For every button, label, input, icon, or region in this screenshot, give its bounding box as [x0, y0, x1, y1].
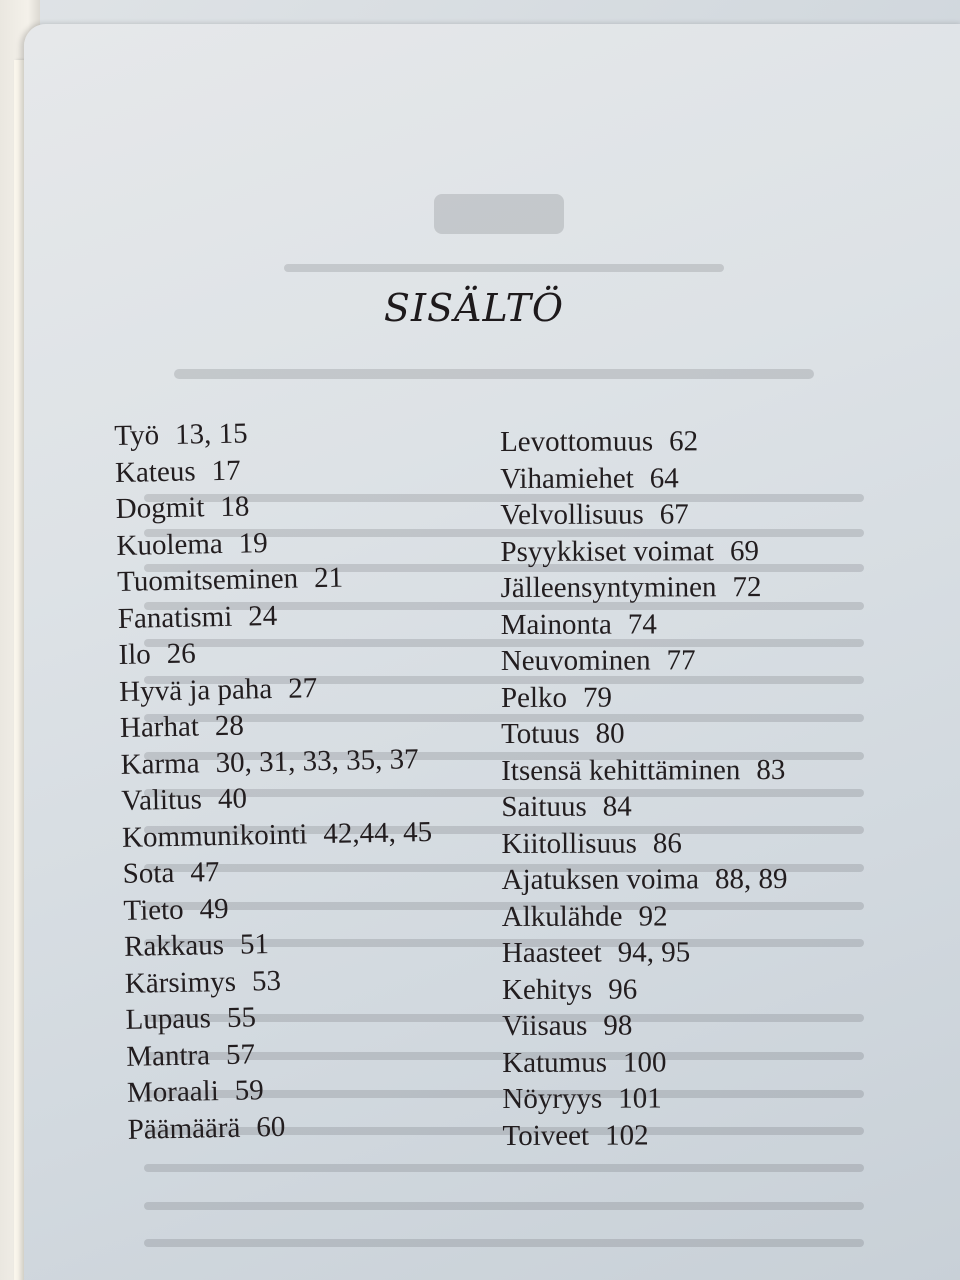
- toc-entry: [126, 1032, 437, 1074]
- book-page: [24, 24, 960, 1280]
- toc-entry-topic: Hyvä ja paha: [118, 672, 273, 708]
- toc-entry-topic: Vihamiehet: [500, 462, 634, 495]
- toc-entry-pages: 30, 31, 33, 35, 37: [215, 742, 419, 779]
- toc-entry-pages: 98: [603, 1009, 633, 1042]
- toc-entry: [125, 959, 436, 1001]
- toc-entry-pages: 83: [756, 753, 786, 786]
- toc-entry-pages: 96: [608, 973, 638, 1006]
- toc-entry-topic: Viisaus: [502, 1009, 588, 1042]
- toc-entry: [501, 715, 787, 752]
- toc-entry-pages: 80: [595, 717, 625, 750]
- toc-entry-topic: Kommunikointi: [121, 817, 308, 854]
- toc-entry-topic: Velvollisuus: [500, 498, 644, 531]
- toc-entry-pages: 13, 15: [174, 417, 248, 451]
- toc-entry-topic: Päämäärä: [127, 1111, 241, 1146]
- toc-entry-pages: 77: [666, 644, 696, 677]
- toc-entry-pages: 67: [659, 498, 689, 531]
- toc-entry: [501, 788, 787, 825]
- toc-entry-pages: 53: [251, 964, 282, 997]
- toc-entry-pages: 88, 89: [714, 862, 788, 896]
- toc-entry-topic: Nöyryys: [502, 1082, 603, 1115]
- toc-entry-pages: 19: [238, 526, 269, 560]
- toc-entry: [502, 1007, 788, 1044]
- toc-entry-pages: 59: [234, 1074, 265, 1107]
- toc-entry: [502, 861, 788, 898]
- toc-entry-pages: 24: [247, 599, 278, 632]
- toc-entry-pages: 28: [214, 709, 245, 743]
- toc-entry: [127, 1105, 438, 1147]
- toc-entry-topic: Saituus: [501, 790, 587, 823]
- toc-entry: [123, 886, 434, 928]
- toc-entry-topic: Neuvominen: [500, 644, 651, 677]
- page-title: SISÄLTÖ: [383, 286, 565, 330]
- toc-entry-topic: Moraali: [126, 1075, 220, 1109]
- toc-entry-topic: Katumus: [502, 1046, 608, 1079]
- toc-entry-pages: 84: [602, 790, 632, 823]
- toc-entry-pages: 40: [217, 782, 248, 816]
- toc-entry-topic: Psyykkiset voimat: [500, 534, 714, 568]
- toc-entry-topic: Mainonta: [500, 608, 612, 641]
- toc-entry-topic: Dogmit: [115, 491, 205, 525]
- toc-entry-topic: Levottomuus: [500, 425, 654, 458]
- toc-entry-topic: Karma: [120, 746, 200, 781]
- toc-entry-topic: Haasteet: [501, 936, 602, 969]
- toc-entry: [501, 569, 787, 606]
- toc-entry-pages: 60: [256, 1110, 286, 1143]
- toc-entry-topic: Totuus: [501, 717, 580, 750]
- toc-entry: [119, 668, 430, 710]
- toc-entry: [500, 533, 786, 570]
- toc-entry: [501, 606, 787, 643]
- toc-entry-pages: 21: [313, 561, 344, 595]
- toc-entry-topic: Fanatismi: [117, 600, 233, 635]
- toc-entry: [502, 897, 788, 934]
- toc-entry: [115, 485, 426, 527]
- toc-entry-pages: 100: [622, 1045, 667, 1079]
- toc-entry: [500, 496, 786, 533]
- toc-entry-pages: 92: [638, 899, 668, 933]
- toc-entry: [502, 1116, 788, 1153]
- toc-entry: [116, 522, 427, 564]
- toc-entry-pages: 72: [732, 571, 762, 604]
- toc-entry-pages: 102: [604, 1118, 649, 1152]
- page-edge: [14, 60, 24, 1280]
- toc-entry: [118, 631, 429, 673]
- toc-entry-pages: 101: [618, 1082, 662, 1115]
- toc-entry-topic: Rakkaus: [123, 928, 225, 963]
- toc-entry: [120, 740, 431, 782]
- toc-entry: [502, 970, 788, 1007]
- toc-entry-topic: Tuomitseminen: [116, 562, 299, 598]
- toc-entry-pages: 79: [582, 681, 613, 714]
- toc-entry-pages: 55: [226, 1001, 257, 1034]
- toc-entry: [501, 642, 787, 679]
- toc-entry-topic: Toiveet: [502, 1119, 590, 1152]
- toc-entry-topic: Jälleensyntyminen: [500, 571, 717, 604]
- toc-entry: [122, 813, 433, 855]
- toc-entry-topic: Kärsimys: [124, 965, 237, 1000]
- toc-entry: [125, 996, 436, 1038]
- toc-left-column: [114, 412, 438, 1148]
- toc-entry-topic: Pelko: [500, 681, 568, 714]
- toc-entry: [502, 934, 788, 971]
- toc-entry-pages: 64: [649, 461, 679, 494]
- toc-right-column: [500, 423, 788, 1154]
- toc-entry: [501, 752, 787, 789]
- toc-entry-topic: Ajatuksen voima: [501, 863, 699, 896]
- toc-entry-pages: 86: [652, 826, 682, 859]
- toc-entry-topic: Kiitollisuus: [501, 827, 637, 860]
- toc-entry-pages: 18: [220, 490, 250, 523]
- toc-entry-pages: 74: [627, 607, 657, 641]
- toc-entry: [124, 923, 435, 965]
- toc-entry-pages: 49: [199, 892, 229, 925]
- toc-entry-pages: 69: [729, 534, 759, 567]
- toc-entry-topic: Työ: [114, 419, 160, 452]
- toc-entry: [122, 850, 433, 892]
- toc-entry: [501, 679, 787, 716]
- toc-entry-topic: Kateus: [114, 454, 196, 489]
- toc-entry-topic: Sota: [122, 856, 175, 890]
- toc-entry: [127, 1069, 438, 1111]
- toc-entry-topic: Harhat: [119, 710, 200, 744]
- toc-entry-pages: 94, 95: [617, 936, 691, 969]
- toc-entry: [502, 1080, 788, 1117]
- toc-entry-topic: Kuolema: [116, 527, 224, 562]
- toc-entry: [502, 1043, 788, 1080]
- toc-entry-pages: 51: [239, 928, 270, 961]
- toc-entry: [501, 824, 787, 861]
- toc-entry: [114, 412, 425, 454]
- toc-entry: [120, 704, 431, 746]
- toc-entry: [118, 595, 429, 637]
- toc-entry: [500, 460, 786, 497]
- toc-entry-topic: Ilo: [118, 638, 152, 671]
- toc-entry-topic: Itsensä kehittäminen: [501, 753, 741, 787]
- toc-entry: [115, 449, 426, 491]
- toc-entry-pages: 42,44, 45: [323, 815, 433, 850]
- toc-entry: [500, 423, 786, 460]
- toc-entry-pages: 57: [225, 1037, 256, 1071]
- toc-entry-topic: Lupaus: [125, 1002, 212, 1036]
- toc-entry: [121, 777, 432, 819]
- toc-entry: [117, 558, 428, 600]
- toc-entry-pages: 17: [211, 454, 241, 487]
- toc-entry-pages: 26: [166, 637, 197, 671]
- toc-entry-pages: 47: [189, 856, 220, 889]
- toc-entry-topic: Alkulähde: [501, 900, 623, 933]
- toc-entry-pages: 62: [669, 425, 699, 458]
- toc-entry-topic: Kehitys: [501, 973, 593, 1006]
- toc-entry-topic: Mantra: [125, 1038, 211, 1073]
- toc-entry-topic: Valitus: [121, 783, 203, 817]
- toc-entry-topic: Tieto: [123, 893, 184, 927]
- toc-entry-pages: 27: [287, 671, 318, 705]
